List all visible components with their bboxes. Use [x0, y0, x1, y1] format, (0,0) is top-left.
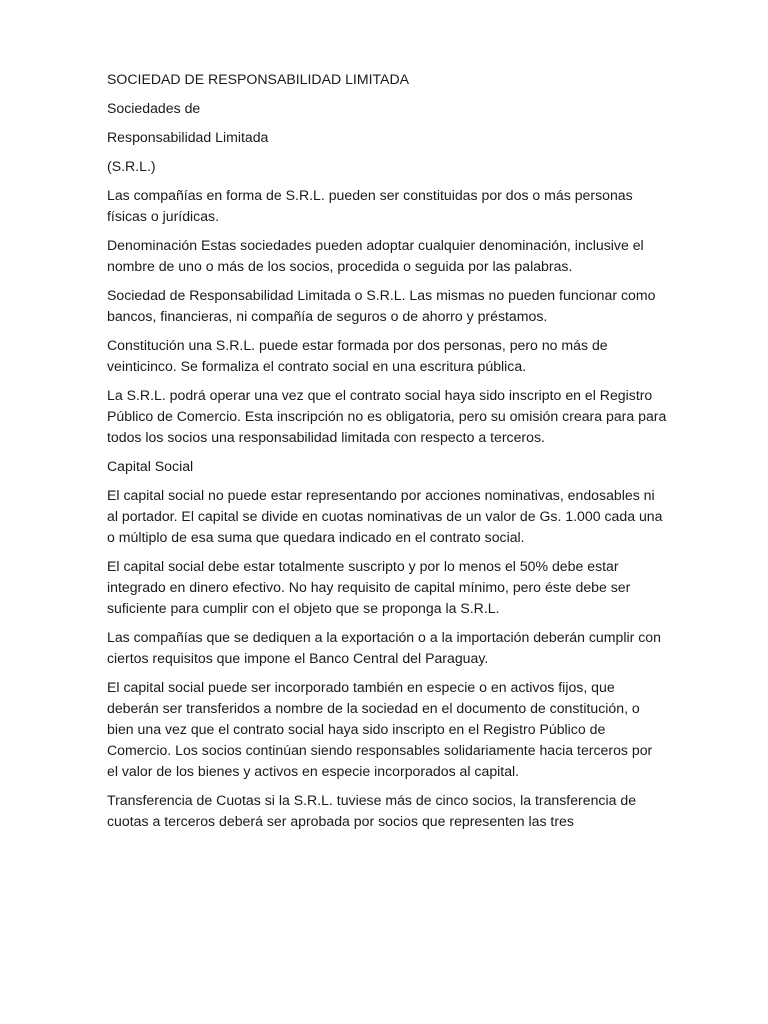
paragraph-quota-transfer: Transferencia de Cuotas si la S.R.L. tuviese más de cinco socios, la transferencia de cuotas a terceros deberá ser aprobada por socios que representen las tres — [107, 792, 637, 829]
document-title: SOCIEDAD DE RESPONSABILIDAD LIMITADA — [107, 71, 410, 87]
section-heading-capital-social: Capital Social — [107, 458, 194, 474]
paragraph-restrictions: Sociedad de Responsabilidad Limitada o S.R.L. Las mismas no pueden funcionar como bancos, financieras, ni compañía de seguros o de ahorro y préstamos. — [107, 287, 656, 324]
subtitle-line-2: Responsabilidad Limitada — [107, 129, 269, 145]
paragraph-capital-quotas: El capital social no puede estar representando por acciones nominativas, endosables ni al portador. El capital se divide en cuotas nominativas de un valor de Gs. 1.000 cada una o múltiplo de esa suma que quedara indicado en el contrato social. — [107, 487, 663, 545]
paragraph-capital-subscription: El capital social debe estar totalmente suscripto y por lo menos el 50% debe estar integrado en dinero efectivo. No hay requisito de capital mínimo, pero éste debe ser suficiente para cumplir con el objeto que se proponga la S.R.L. — [107, 558, 631, 616]
document-page — [107, 69, 667, 840]
paragraph-export-import: Las compañías que se dediquen a la exportación o a la importación deberán cumplir con ciertos requisitos que impone el Banco Central del Paraguay. — [107, 629, 661, 666]
subtitle-abbreviation: (S.R.L.) — [107, 158, 156, 174]
paragraph-constitution-persons: Las compañías en forma de S.R.L. pueden ser constituidas por dos o más personas físicas o jurídicas. — [107, 187, 633, 224]
subtitle-line-1: Sociedades de — [107, 100, 201, 116]
paragraph-registration: La S.R.L. podrá operar una vez que el contrato social haya sido inscripto en el Registro Público de Comercio. Esta inscripción no es obligatoria, pero su omisión creara para para todos los socios una responsabilidad limitada con respecto a terceros. — [107, 387, 667, 445]
paragraph-denomination: Denominación Estas sociedades pueden adoptar cualquier denominación, inclusive el nombre de uno o más de los socios, procedida o seguida por las palabras. — [107, 237, 644, 274]
paragraph-capital-in-kind: El capital social puede ser incorporado también en especie o en activos fijos, que deberán ser transferidos a nombre de la sociedad en el documento de constitución, o bien una vez que el contrato social haya sido inscripto en el Registro Público de Comercio. Los socios continúan siendo responsables solidariamente hacia terceros por el valor de los bienes y activos en especie incorporados al capital. — [107, 679, 653, 779]
paragraph-constitution: Constitución una S.R.L. puede estar formada por dos personas, pero no más de veinticinco. Se formaliza el contrato social en una escritura pública. — [107, 337, 608, 374]
